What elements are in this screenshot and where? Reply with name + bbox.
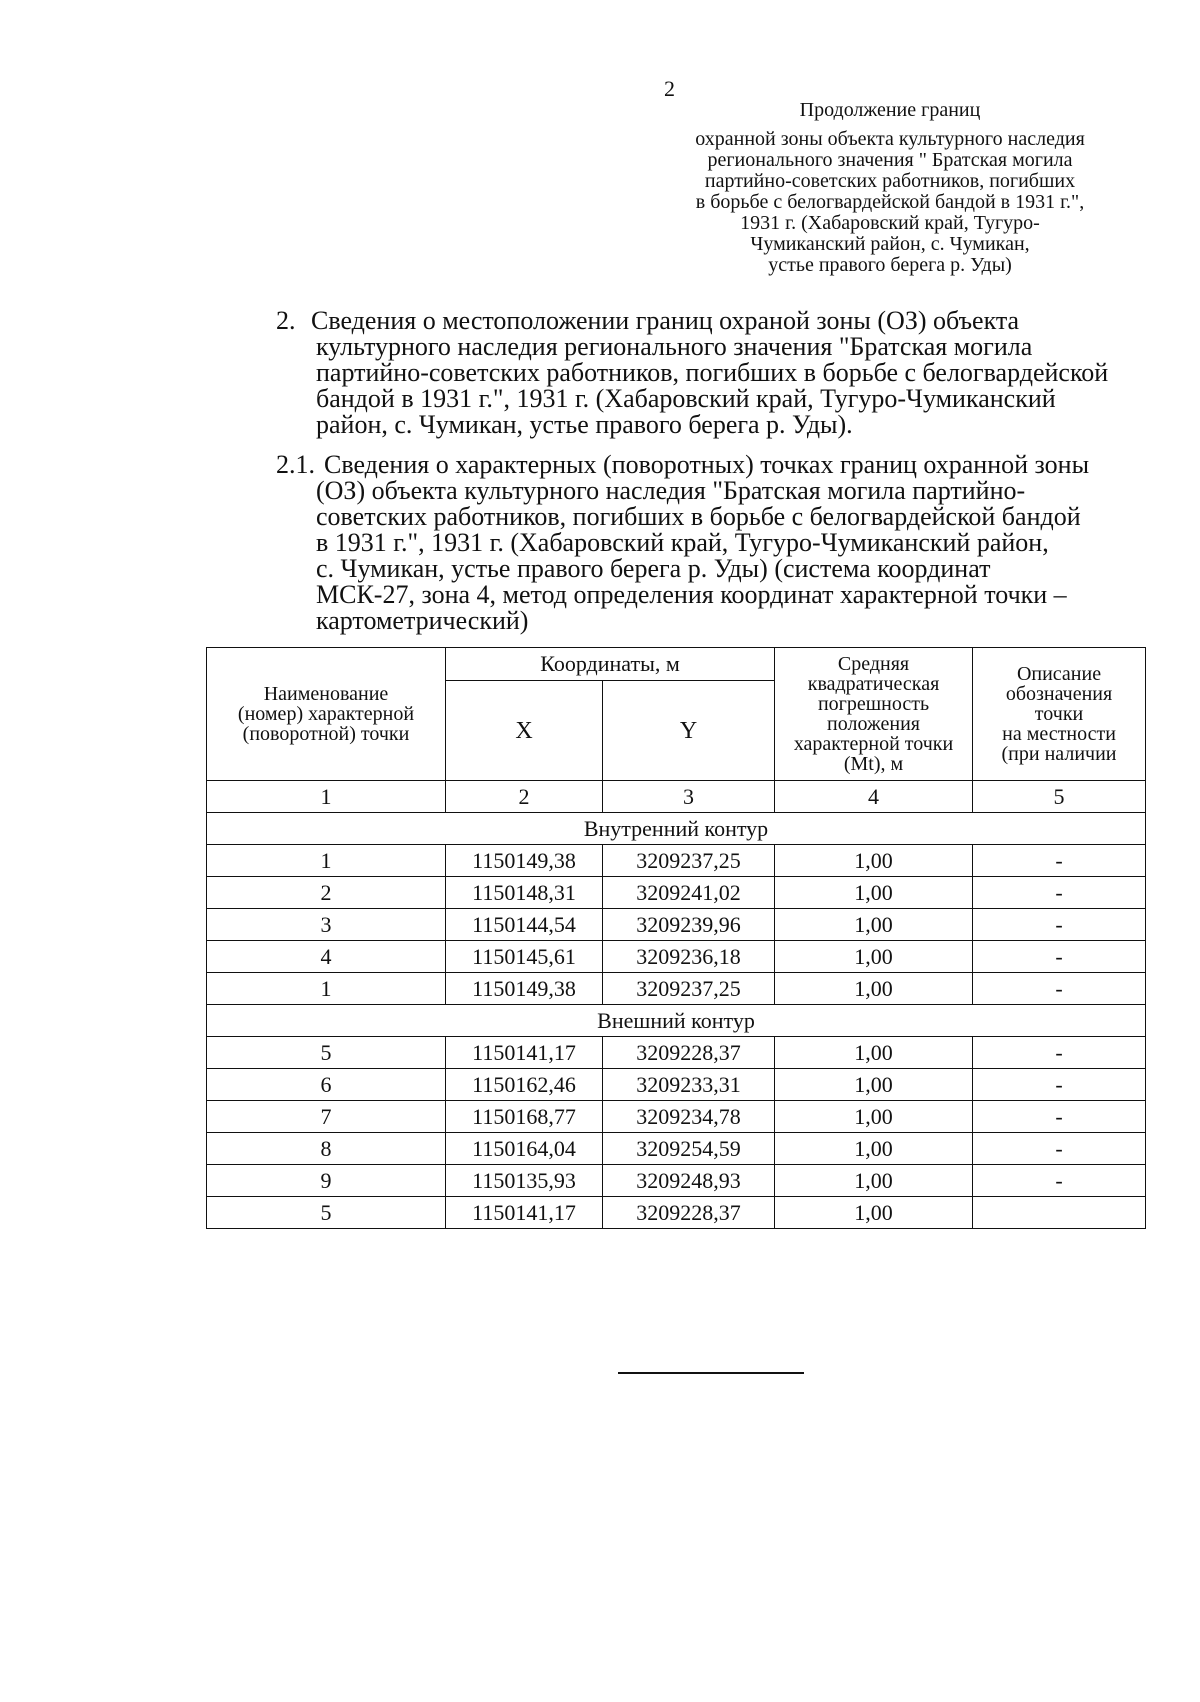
contour-group-row: [207, 813, 1146, 845]
table-row: [207, 941, 1146, 973]
coordinates-table: [206, 647, 1146, 1229]
x-coordinate-cell: 1150141,17: [446, 1197, 603, 1229]
header-error-line: характерной точки: [793, 733, 954, 755]
header-error-line: (Mt), м: [843, 753, 904, 775]
table-row: [207, 1101, 1146, 1133]
x-coordinate-cell: 1150149,38: [446, 845, 603, 877]
section-2: [276, 308, 1144, 438]
header-line: 1931 г. (Хабаровский край, Тугуро-: [740, 212, 1040, 234]
column-number: 1: [207, 781, 446, 813]
header-error-line: погрешность: [817, 693, 930, 715]
point-number-cell: 5: [207, 1037, 446, 1069]
section-2-1-line: советских работников, погибших в борьбе с белогвардейской бандой: [316, 502, 1081, 531]
header-description-line: (при наличии: [1001, 743, 1117, 765]
contour-group-title: Внешний контур: [207, 1005, 1146, 1037]
section-2-line: Сведения о местоположении границ охраной зоны (ОЗ) объекта: [311, 306, 1020, 335]
section-2-line: партийно-советских работников, погибших в борьбе с белогвардейской: [316, 358, 1109, 387]
y-coordinate-cell: 3209237,25: [603, 973, 775, 1005]
table-row: [207, 1133, 1146, 1165]
header-line: Чумиканский район, с. Чумикан,: [750, 233, 1030, 255]
mt-error-cell: 1,00: [775, 1101, 973, 1133]
header-point-name: [207, 648, 446, 781]
description-cell: -: [973, 1101, 1146, 1133]
x-coordinate-cell: 1150135,93: [446, 1165, 603, 1197]
y-coordinate-cell: 3209228,37: [603, 1037, 775, 1069]
point-number-cell: 1: [207, 973, 446, 1005]
header-title: Продолжение границ: [799, 99, 981, 121]
y-coordinate-cell: 3209239,96: [603, 909, 775, 941]
header-block: [640, 100, 1140, 276]
x-coordinate-cell: 1150141,17: [446, 1037, 603, 1069]
point-number-cell: 2: [207, 877, 446, 909]
header-description-line: обозначения: [1005, 683, 1113, 705]
table-row: [207, 973, 1146, 1005]
column-number: 5: [973, 781, 1146, 813]
contour-group-title: Внутренний контур: [207, 813, 1146, 845]
section-2-1-line: Сведения о характерных (поворотных) точках границ охранной зоны: [324, 450, 1090, 479]
mt-error-cell: 1,00: [775, 877, 973, 909]
description-cell: -: [973, 1165, 1146, 1197]
x-coordinate-cell: 1150149,38: [446, 973, 603, 1005]
mt-error-cell: 1,00: [775, 1197, 973, 1229]
section-2-1-line: (ОЗ) объекта культурного наследия "Братская могила партийно-: [316, 476, 1026, 505]
section-2-1-line: с. Чумикан, устье правого берега р. Уды) (система координат: [316, 554, 991, 583]
header-error-line: Средняя: [837, 653, 910, 675]
contour-group-row: [207, 1005, 1146, 1037]
coordinates-table-body: [207, 813, 1146, 1229]
header-line: партийно-советских работников, погибших: [704, 170, 1076, 192]
column-number: 2: [446, 781, 603, 813]
header-description: [973, 648, 1146, 781]
mt-error-cell: 1,00: [775, 973, 973, 1005]
point-number-cell: 1: [207, 845, 446, 877]
header-error: [775, 648, 973, 781]
table-row: [207, 1037, 1146, 1069]
header-x: X: [446, 681, 603, 781]
header-error-line: квадратическая: [807, 673, 940, 695]
section-2-1-number: 2.1.: [276, 450, 315, 479]
header-line: регионального значения " Братская могила: [707, 149, 1073, 171]
section-2-number: 2.: [276, 306, 296, 335]
x-coordinate-cell: 1150148,31: [446, 877, 603, 909]
y-coordinate-cell: 3209241,02: [603, 877, 775, 909]
point-number-cell: 8: [207, 1133, 446, 1165]
table-row: [207, 877, 1146, 909]
section-2-line: бандой в 1931 г.", 1931 г. (Хабаровский край, Тугуро-Чумиканский: [316, 384, 1056, 413]
x-coordinate-cell: 1150145,61: [446, 941, 603, 973]
header-line: в борьбе с белогвардейской бандой в 1931 г.",: [695, 191, 1085, 213]
column-number: 4: [775, 781, 973, 813]
table-row: [207, 1197, 1146, 1229]
section-2-line: культурного наследия регионального значения "Братская могила: [316, 332, 1033, 361]
description-cell: -: [973, 1037, 1146, 1069]
description-cell: -: [973, 845, 1146, 877]
header-description-line: точки: [1034, 703, 1084, 725]
description-cell: -: [973, 1133, 1146, 1165]
section-2-1-line: картометрический): [316, 606, 529, 635]
table-row: [207, 845, 1146, 877]
table-row: [207, 1069, 1146, 1101]
mt-error-cell: 1,00: [775, 1037, 973, 1069]
header-line: охранной зоны объекта культурного наследия: [695, 128, 1085, 150]
x-coordinate-cell: 1150144,54: [446, 909, 603, 941]
point-number-cell: 4: [207, 941, 446, 973]
table-row: [207, 1165, 1146, 1197]
description-cell: -: [973, 973, 1146, 1005]
mt-error-cell: 1,00: [775, 1165, 973, 1197]
description-cell: -: [973, 941, 1146, 973]
y-coordinate-cell: 3209236,18: [603, 941, 775, 973]
section-2-line: район, с. Чумикан, устье правого берега р. Уды).: [316, 410, 853, 439]
mt-error-cell: 1,00: [775, 909, 973, 941]
y-coordinate-cell: 3209228,37: [603, 1197, 775, 1229]
description-cell: -: [973, 877, 1146, 909]
mt-error-cell: 1,00: [775, 941, 973, 973]
mt-error-cell: 1,00: [775, 1133, 973, 1165]
description-cell: [973, 1197, 1146, 1229]
header-line: устье правого берега р. Уды): [768, 254, 1012, 276]
bottom-rule: [618, 1372, 804, 1374]
header-error-line: положения: [827, 713, 920, 735]
x-coordinate-cell: 1150162,46: [446, 1069, 603, 1101]
description-cell: -: [973, 1069, 1146, 1101]
y-coordinate-cell: 3209248,93: [603, 1165, 775, 1197]
header-description-line: Описание: [1016, 663, 1102, 685]
point-number-cell: 3: [207, 909, 446, 941]
x-coordinate-cell: 1150164,04: [446, 1133, 603, 1165]
page-number: 2: [664, 76, 675, 101]
y-coordinate-cell: 3209237,25: [603, 845, 775, 877]
header-description-line: на местности: [1002, 723, 1116, 745]
header-coordinates: Координаты, м: [446, 648, 775, 681]
description-cell: -: [973, 909, 1146, 941]
section-2-1-line: в 1931 г.", 1931 г. (Хабаровский край, Тугуро-Чумиканский район,: [316, 528, 1049, 557]
x-coordinate-cell: 1150168,77: [446, 1101, 603, 1133]
mt-error-cell: 1,00: [775, 845, 973, 877]
y-coordinate-cell: 3209254,59: [603, 1133, 775, 1165]
point-number-cell: 6: [207, 1069, 446, 1101]
header-point-name-line: Наименование: [263, 683, 389, 705]
y-coordinate-cell: 3209233,31: [603, 1069, 775, 1101]
mt-error-cell: 1,00: [775, 1069, 973, 1101]
header-point-name-line: (поворотной) точки: [242, 723, 410, 745]
header-point-name-line: (номер) характерной: [237, 703, 415, 725]
column-number: 3: [603, 781, 775, 813]
header-y: Y: [603, 681, 775, 781]
point-number-cell: 9: [207, 1165, 446, 1197]
table-row: [207, 909, 1146, 941]
section-2-1-line: МСК-27, зона 4, метод определения координат характерной точки –: [316, 580, 1067, 609]
point-number-cell: 5: [207, 1197, 446, 1229]
section-2-1: [276, 452, 1144, 634]
y-coordinate-cell: 3209234,78: [603, 1101, 775, 1133]
point-number-cell: 7: [207, 1101, 446, 1133]
